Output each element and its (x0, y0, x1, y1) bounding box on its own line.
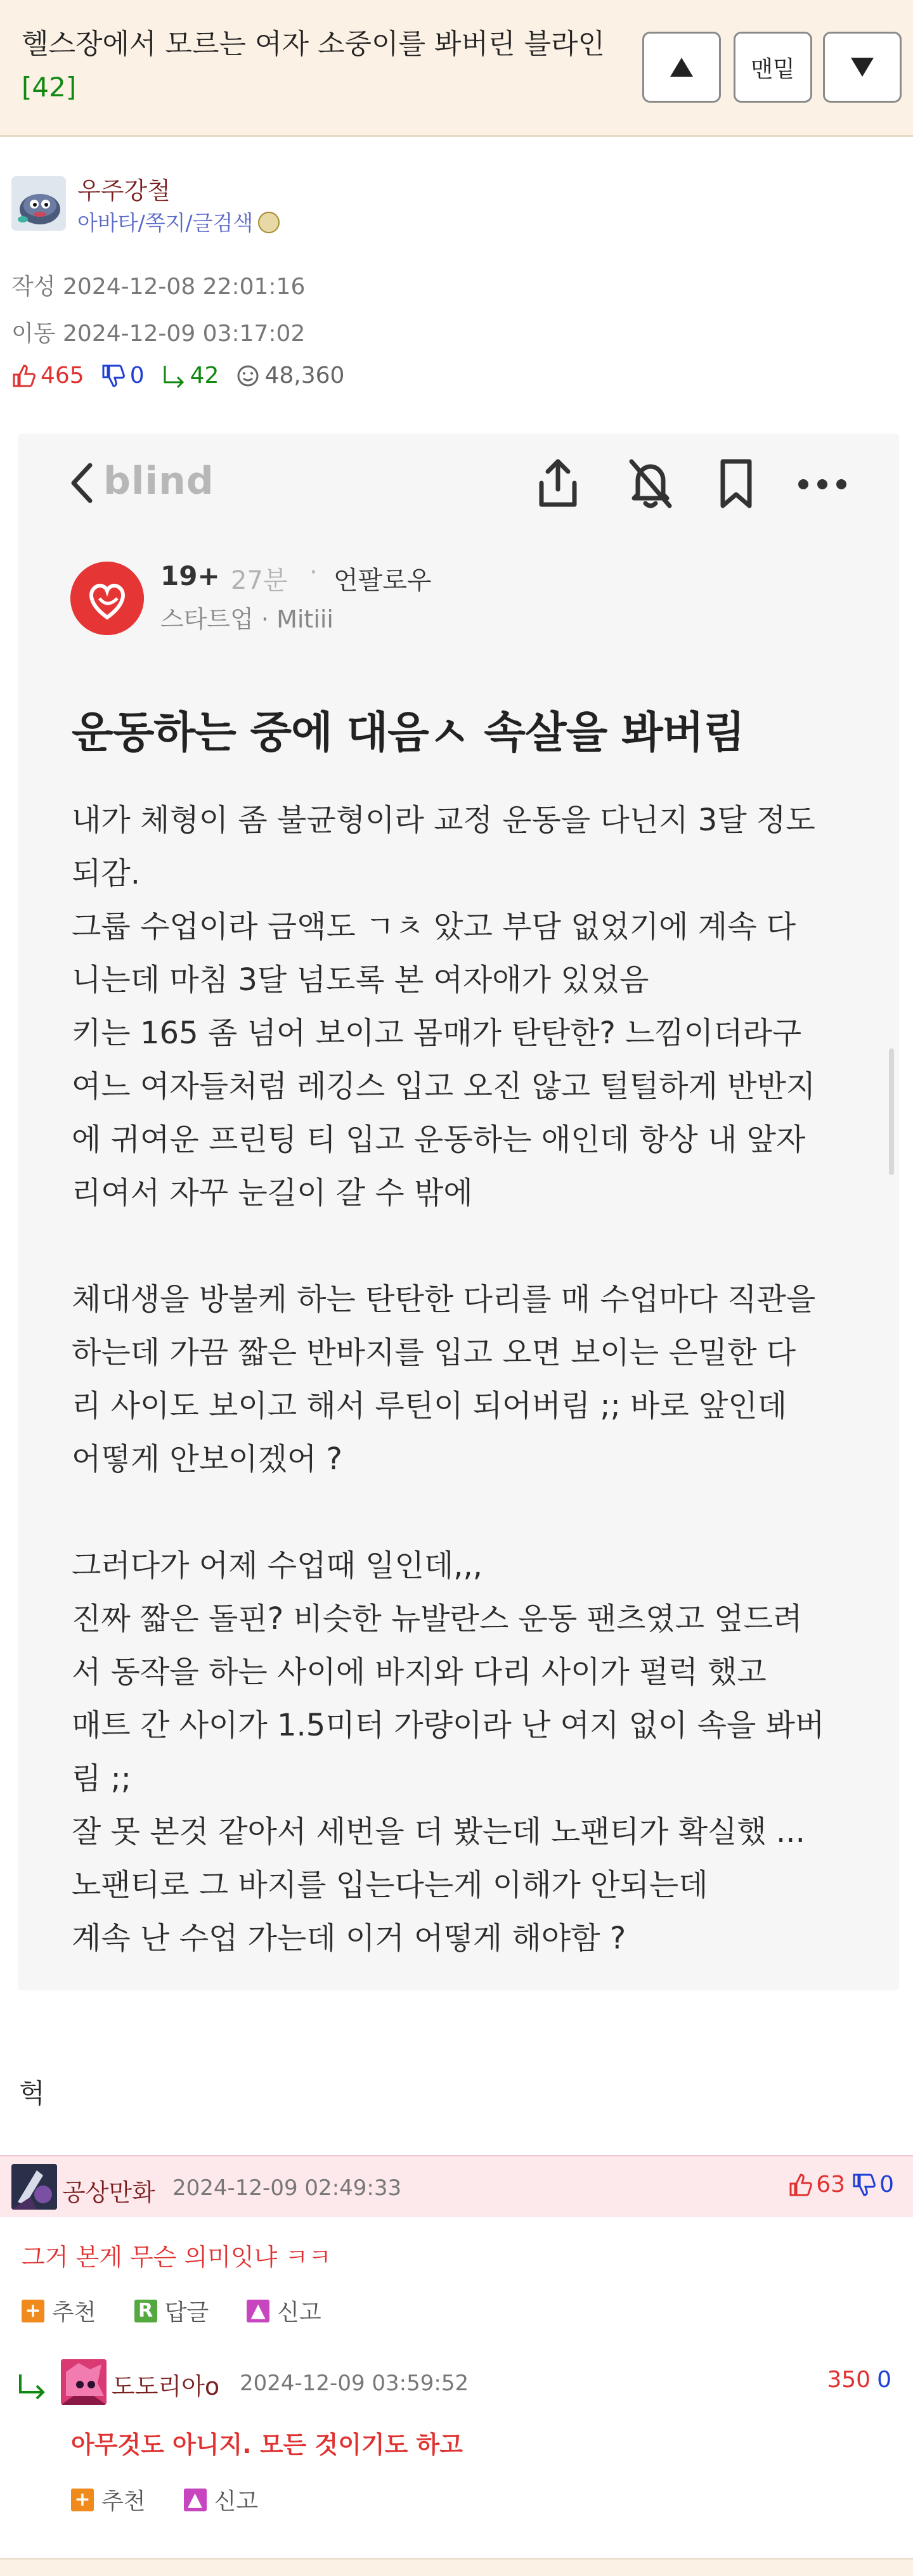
body-line: 체대생을 방불케 하는 탄탄한 다리를 매 수업마다 직관을 (72, 1282, 816, 1317)
scroll-up-button[interactable] (642, 32, 721, 103)
avatar-image (11, 2164, 57, 2210)
body-line: 리 사이도 보이고 해서 루틴이 되어버림 ;; 바로 앞인데 (72, 1388, 787, 1424)
downvote-stat[interactable] (101, 363, 145, 389)
comment-downvotes: 0 (879, 2172, 894, 2198)
report-button[interactable] (184, 2483, 259, 2516)
level-badge-icon (258, 212, 280, 233)
body-line: 어떻게 안보이겠어 ? (72, 1441, 342, 1477)
body-line: 노팬티로 그 바지를 입는다는게 이해가 안되는데 (72, 1867, 708, 1903)
comment-date: 2024-12-09 03:59:52 (240, 2371, 469, 2396)
body-line: 리여서 자꾸 눈길이 갈 수 밖에 (72, 1175, 473, 1211)
comment-actions (22, 2295, 359, 2327)
avatar-image (11, 176, 66, 231)
bottom-divider (0, 2558, 913, 2576)
comment-item (0, 2155, 913, 2217)
blind-post-body (72, 794, 858, 1965)
report-label: 신고 (214, 2489, 259, 2515)
comment-text: 아무것도 아니지. 모든 것이기도 하고 (71, 2431, 463, 2459)
comment-votes (827, 2367, 891, 2393)
company-logo (70, 562, 144, 635)
paragraph-gap (72, 1486, 858, 1539)
bell-off-icon (625, 455, 676, 512)
poster-nickname: 언팔로우 (333, 566, 432, 595)
commenter-name[interactable]: 공상만화 (62, 2179, 155, 2206)
paragraph-gap (72, 1220, 858, 1273)
smiley-icon (235, 363, 261, 389)
comment-count[interactable]: [42] (22, 72, 77, 103)
commenter-avatar[interactable] (11, 2164, 57, 2210)
page-header (0, 0, 913, 137)
body-line: 계속 난 수업 가는데 이거 어떻게 해야함 ? (72, 1921, 626, 1956)
poster-company: 스타트업 · Mitiii (160, 605, 333, 633)
author-avatar[interactable] (11, 176, 66, 231)
thumbs-down-icon (101, 363, 126, 389)
post-time: 27분 (231, 566, 288, 595)
body-line: 니는데 마침 3달 넘도록 본 여자애가 있었음 (72, 962, 649, 998)
reply-count: 42 (190, 363, 219, 389)
report-button[interactable] (247, 2295, 321, 2327)
body-line: 매트 간 사이가 1.5미터 가량이라 난 여지 없이 속을 봐버 (72, 1708, 825, 1743)
author-links[interactable] (77, 207, 280, 236)
report-icon: ▲ (247, 2300, 269, 2322)
body-line: 잘 못 본것 같아서 세번을 더 봤는데 노팬티가 확실했 ... (72, 1814, 805, 1850)
body-line: 진짜 짧은 돌핀? 비슷한 뉴발란스 운동 팬츠였고 엎드려 (72, 1601, 803, 1637)
body-line: 에 귀여운 프린팅 티 입고 운동하는 애인데 항상 내 앞자 (72, 1122, 806, 1157)
blind-toolbar (18, 434, 899, 535)
thumbs-up-icon (11, 363, 37, 389)
share-icon (533, 455, 583, 512)
comment-actions (71, 2483, 296, 2516)
reply-label: 답글 (164, 2300, 209, 2326)
moved-date (11, 316, 305, 348)
moved-value: 2024-12-09 03:17:02 (63, 321, 306, 347)
heart-logo-icon (70, 562, 144, 635)
triangle-up-icon (669, 56, 694, 78)
scroll-down-button[interactable] (823, 32, 902, 103)
recommend-label: 추천 (101, 2489, 146, 2515)
reply-arrow-icon (16, 2372, 48, 2400)
body-line: 림 ;; (72, 1761, 131, 1796)
body-line: 서 동작을 하는 사이에 바지와 다리 사이가 펄럭 했고 (72, 1654, 767, 1690)
comment-votes (788, 2172, 894, 2198)
go-bottom-button[interactable]: 맨밑 (734, 32, 812, 103)
post-title: 헬스장에서 모르는 여자 소중이를 봐버린 블라인 (22, 28, 605, 60)
comment-date: 2024-12-09 02:49:33 (172, 2175, 402, 2201)
plus-icon: + (71, 2489, 94, 2511)
report-label: 신고 (277, 2300, 321, 2326)
post-stats (11, 363, 361, 389)
reply-arrow-icon (161, 363, 186, 389)
blind-post-title: 운동하는 중에 대음ㅅ 속살을 봐버림 (72, 708, 745, 758)
reply-stat[interactable] (161, 363, 219, 389)
recommend-button[interactable] (71, 2483, 146, 2516)
body-line: 그러다가 어제 수업때 일인데,,, (72, 1548, 482, 1583)
triangle-down-icon (850, 56, 875, 78)
scroll-indicator (889, 1048, 894, 1175)
upvote-count: 465 (41, 363, 84, 389)
separator-dot: · (309, 558, 318, 587)
downvote-count: 0 (129, 363, 145, 389)
age-tag: 19+ (160, 560, 220, 591)
upvote-stat[interactable] (11, 363, 84, 389)
view-stat (235, 363, 344, 389)
author-links-text[interactable]: 아바타/쪽지/글검색 (77, 210, 254, 235)
comment-upvotes: 350 (827, 2367, 871, 2393)
body-line: 여느 여자들처럼 레깅스 입고 오진 않고 털털하게 반반지 (72, 1069, 816, 1104)
more-dots-icon (794, 455, 851, 512)
back-arrow-icon (66, 458, 98, 508)
reply-button[interactable] (134, 2295, 209, 2327)
written-label: 작성 (11, 274, 56, 300)
body-line: 키는 165 좀 넘어 보이고 몸매가 탄탄한? 느낌이더라구 (72, 1015, 802, 1051)
avatar-image (61, 2359, 107, 2405)
written-date (11, 269, 305, 301)
commenter-name[interactable]: 도도리아o (112, 2373, 220, 2400)
report-icon: ▲ (184, 2489, 207, 2511)
commenter-avatar[interactable] (61, 2359, 107, 2405)
body-line: 내가 체형이 좀 불균형이라 교정 운동을 다닌지 3달 정도 (72, 802, 815, 838)
recommend-button[interactable] (22, 2295, 96, 2327)
comment-downvotes: 0 (877, 2367, 891, 2393)
recommend-label: 추천 (52, 2300, 96, 2326)
post-text: 헉 (19, 2078, 45, 2109)
thumbs-down-icon[interactable] (851, 2172, 877, 2198)
blind-logo: blind (103, 459, 214, 503)
comment-upvotes: 63 (816, 2172, 846, 2198)
body-line: 그룹 수업이라 금액도 ㄱㅊ 았고 부담 없었기에 계속 다 (72, 909, 796, 944)
plus-icon: + (22, 2300, 44, 2322)
embedded-screenshot (18, 434, 899, 1990)
body-line: 하는데 가끔 짧은 반바지를 입고 오면 보이는 은밀한 다 (72, 1335, 796, 1370)
written-value: 2024-12-08 22:01:16 (63, 274, 306, 300)
moved-label: 이동 (11, 321, 56, 347)
author-name[interactable]: 우주강철 (77, 177, 171, 205)
view-count: 48,360 (264, 363, 345, 389)
reply-icon: R (134, 2300, 157, 2322)
body-line: 되감. (72, 856, 140, 891)
thumbs-up-icon[interactable] (788, 2172, 813, 2198)
comment-text: 그거 본게 무슨 의미잇냐 ㅋㅋ (22, 2243, 332, 2271)
bookmark-icon (714, 455, 758, 512)
